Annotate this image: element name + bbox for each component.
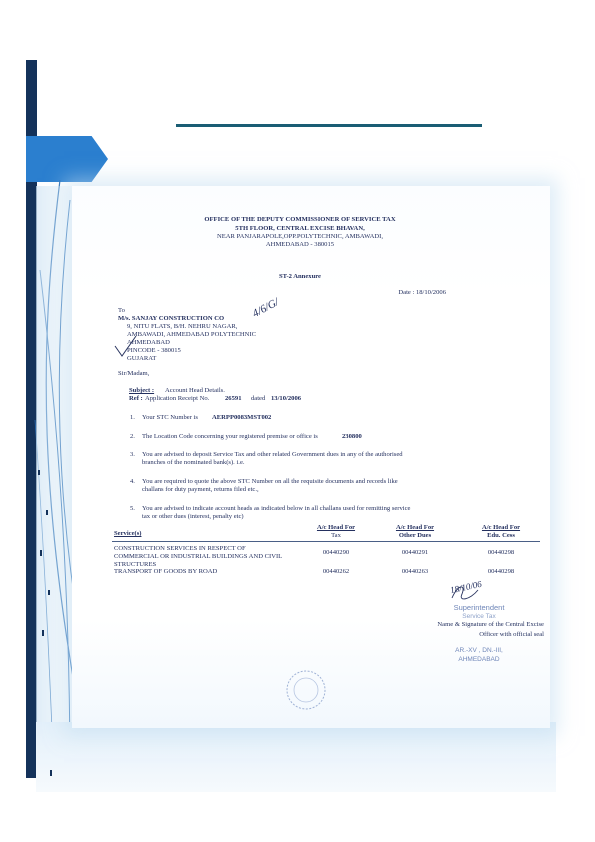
point-3-line-2: branches of the nominated bank(s). i.e.: [142, 459, 245, 466]
row-1-cess-head: 00440298: [487, 549, 515, 556]
point-4-number: 4.: [130, 478, 135, 485]
point-4-line-2: challans for duty payment, returns filed etc.,: [142, 486, 259, 493]
table-header-other-2: Other Dues: [398, 532, 432, 539]
signatory-line-1: Name & Signature of the Central Excise: [437, 621, 544, 628]
table-header-tax-1: A/c Head For: [316, 524, 356, 531]
table-header-rule: [112, 541, 540, 542]
addressee-line-4: PINCODE - 380015: [127, 347, 181, 354]
row-1-tax-head: 00440290: [322, 549, 350, 556]
row-2-service-line-1: TRANSPORT OF GOODS BY ROAD: [114, 568, 218, 575]
row-1-service-line-3: STRUCTURES: [114, 561, 157, 568]
office-line-2: 5TH FLOOR, CENTRAL EXCISE BHAVAN,: [235, 225, 365, 232]
document-date: Date : 18/10/2006: [398, 289, 446, 296]
handwritten-date: 18/10/06: [449, 578, 483, 596]
row-2-cess-head: 00440298: [487, 568, 515, 575]
office-line-1: OFFICE OF THE DEPUTY COMMISSIONER OF SERVICE TAX: [204, 216, 396, 223]
addressee-name: M/s. SANJAY CONSTRUCTION CO: [118, 315, 225, 322]
table-header-cess-2: Edu. Cess: [487, 532, 515, 539]
ref-date: 13/10/2006: [271, 395, 302, 402]
ref-number: 26591: [225, 395, 242, 402]
addressee-line-3: AHMEDABAD: [127, 339, 170, 346]
subject-value: Account Head Details.: [165, 387, 225, 394]
point-5-number: 5.: [130, 505, 135, 512]
point-5-line-1: You are advised to indicate account heads as indicated below in all challans used for remitting service: [142, 505, 411, 512]
point-1-text: Your STC Number is: [142, 414, 198, 421]
salutation: Sir/Madam,: [118, 370, 150, 377]
handwritten-marks: [112, 334, 142, 360]
stamp-service-tax: Service Tax: [462, 613, 496, 620]
stamp-superintendent: Superintendent: [453, 603, 505, 612]
office-line-4: AHMEDABAD - 380015: [265, 241, 335, 248]
scan-fade-bottom: [36, 722, 556, 792]
stamp-city: AHMEDABAD: [458, 656, 500, 663]
ref-text: Application Receipt No.: [145, 395, 210, 402]
table-header-service: Service(s): [114, 530, 142, 537]
point-1-number: 1.: [130, 414, 135, 421]
top-divider-line: [176, 124, 482, 127]
stc-number: AERPP0083MST002: [212, 414, 272, 421]
addressee-line-5: GUJARAT: [127, 355, 157, 362]
handwritten-initials: 4/6/G/: [250, 296, 282, 320]
arrow-shape: [26, 136, 108, 182]
point-2-text: The Location Code concerning your registered premise or office is: [142, 433, 318, 440]
to-label: To: [118, 307, 125, 314]
document-title: ST-2 Annexure: [279, 273, 321, 280]
row-1-service-line-2: COMMERCIAL OR INDUSTRIAL BUILDINGS AND CIVIL: [114, 553, 283, 560]
row-2-other-head: 00440263: [401, 568, 429, 575]
office-line-3: NEAR PANJARAPOLE,OPP.POLYTECHNIC, AMBAWADI,: [217, 233, 383, 240]
table-header-tax-2: Tax: [331, 532, 341, 539]
point-4-line-1: You are required to quote the above STC Number on all the requisite documents and records like: [142, 478, 398, 485]
point-5-line-2: tax or other dues (interest, penalty etc): [142, 513, 244, 520]
decorative-dashes: [36, 440, 56, 780]
signatory-line-2: Officer with official seal: [479, 631, 544, 638]
row-2-tax-head: 00440262: [322, 568, 350, 575]
table-header-other-1: A/c Head For: [395, 524, 435, 531]
stamp-range: AR.-XV , DN.-III,: [455, 647, 503, 654]
official-round-seal: [284, 668, 328, 712]
table-header-cess-1: A/c Head For: [481, 524, 521, 531]
ref-dated: dated: [251, 395, 266, 402]
addressee-line-2: AMBAWADI, AHMEDABAD POLYTECHNIC: [127, 331, 257, 338]
point-2-number: 2.: [130, 433, 135, 440]
point-3-line-1: You are advised to deposit Service Tax and other related Government dues in any of the authorised: [142, 451, 403, 458]
addressee-line-1: 9, NITU FLATS, B/H. NEHRU NAGAR,: [127, 323, 238, 330]
point-3-number: 3.: [130, 451, 135, 458]
subject-label: Subject :: [129, 387, 155, 394]
row-1-other-head: 00440291: [401, 549, 429, 556]
ref-label: Ref :: [129, 395, 143, 402]
row-1-service-line-1: CONSTRUCTION SERVICES IN RESPECT OF: [114, 545, 246, 552]
location-code: 230800: [342, 433, 362, 440]
